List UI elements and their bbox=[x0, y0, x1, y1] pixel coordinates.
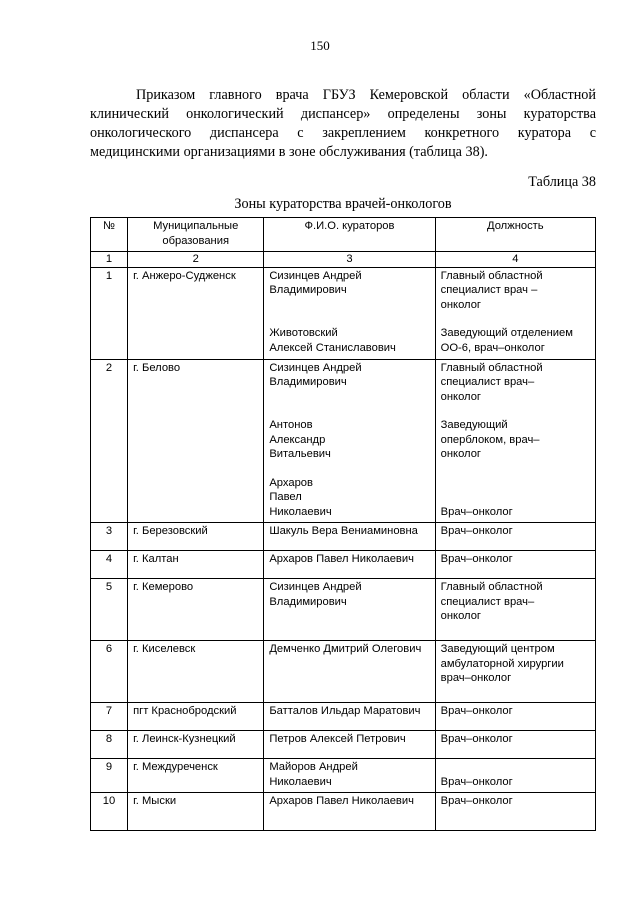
column-number: 2 bbox=[128, 252, 264, 268]
curator-name-line: Сизинцев Андрей bbox=[269, 361, 362, 374]
position-line: Главный областной bbox=[440, 361, 543, 374]
position-line: оперблоком, врач– bbox=[440, 433, 540, 446]
curator-name-line: Архаров Павел Николаевич bbox=[269, 795, 414, 807]
entry-gap bbox=[441, 404, 590, 418]
position-cell bbox=[435, 359, 595, 523]
intro-paragraph: Приказом главного врача ГБУЗ Кемеровской области «Областной клинический онкологический диспансер» определены зоны кураторства онкологического диспансера с закреплением конкретного куратора с медицинскими организациями в зоне обслуживания (таблица 38). bbox=[90, 87, 596, 160]
position-line bbox=[441, 490, 590, 505]
entry-gap bbox=[269, 462, 429, 476]
position-cell bbox=[435, 641, 595, 703]
curator-name-line bbox=[269, 609, 429, 624]
position-line: Заведующий центром bbox=[440, 643, 555, 655]
municipality-cell: г. Анжеро-Судженск bbox=[128, 267, 264, 359]
table-row bbox=[91, 579, 596, 641]
curator-name-line bbox=[269, 657, 429, 672]
curator-name-line: Николаевич bbox=[269, 775, 332, 788]
position-line: Главный областной bbox=[440, 581, 543, 593]
table-row bbox=[91, 641, 596, 703]
entry-gap bbox=[269, 312, 429, 326]
curator-name-line: Батталов Ильдар Маратович bbox=[269, 705, 421, 717]
position-line: Врач–онколог bbox=[440, 705, 513, 717]
curator-name-line: Животовский bbox=[269, 327, 338, 339]
curator-name-line: Алексей Станиславович bbox=[269, 341, 396, 354]
row-number: 5 bbox=[91, 579, 128, 641]
curator-cell bbox=[264, 579, 435, 641]
column-number: 4 bbox=[435, 252, 595, 268]
municipality-cell: г. Березовский bbox=[128, 523, 264, 551]
position-line: специалист врач– bbox=[440, 595, 535, 608]
position-line: ОО-6, врач–онколог bbox=[440, 341, 545, 354]
curator-name-line: Сизинцев Андрей bbox=[269, 581, 362, 593]
curator-name-line: Александр bbox=[269, 433, 326, 446]
position-cell bbox=[435, 579, 595, 641]
curator-cell bbox=[264, 731, 435, 759]
curator-cell bbox=[264, 267, 435, 359]
municipality-cell: г. Калтан bbox=[128, 551, 264, 579]
curator-name-line: Витальевич bbox=[269, 448, 331, 460]
row-number: 9 bbox=[91, 759, 128, 793]
position-cell bbox=[435, 551, 595, 579]
position-cell bbox=[435, 793, 595, 831]
table-row bbox=[91, 267, 596, 359]
curator-cell bbox=[264, 359, 435, 523]
row-number: 1 bbox=[91, 267, 128, 359]
municipality-cell: г. Междуреченск bbox=[128, 759, 264, 793]
position-cell bbox=[435, 759, 595, 793]
position-line: Врач–онколог bbox=[440, 795, 513, 807]
table-row bbox=[91, 793, 596, 831]
position-line: Врач–онколог bbox=[440, 525, 513, 537]
header-municipality: Муниципальные образования bbox=[128, 218, 264, 252]
position-line: онколог bbox=[440, 390, 482, 403]
curator-name-line bbox=[269, 671, 429, 686]
curator-cell bbox=[264, 641, 435, 703]
curator-cell bbox=[264, 793, 435, 831]
position-line: Заведующий bbox=[440, 419, 508, 431]
position-line: врач–онколог bbox=[440, 672, 512, 684]
curator-name-line: Майоров Андрей bbox=[269, 761, 358, 773]
position-line: Врач–онколог bbox=[440, 733, 513, 745]
curator-name-line: Архаров Павел Николаевич bbox=[269, 553, 414, 565]
municipality-cell: г. Белово bbox=[128, 359, 264, 523]
table-label: Таблица 38 bbox=[528, 174, 596, 190]
curator-name-line: Владимирович bbox=[269, 376, 347, 388]
header-curator-name: Ф.И.О. кураторов bbox=[264, 218, 435, 252]
municipality-cell: г. Леинск-Кузнецкий bbox=[128, 731, 264, 759]
position-line bbox=[441, 760, 590, 775]
curator-cell bbox=[264, 759, 435, 793]
curator-cell bbox=[264, 523, 435, 551]
curator-name-line: Петров Алексей Петрович bbox=[269, 733, 406, 745]
row-number: 8 bbox=[91, 731, 128, 759]
table-row bbox=[91, 359, 596, 523]
municipality-cell: г. Мыски bbox=[128, 793, 264, 831]
position-line: специалист врач– bbox=[440, 376, 535, 388]
position-line bbox=[441, 476, 590, 491]
entry-gap bbox=[441, 462, 590, 476]
row-number: 10 bbox=[91, 793, 128, 831]
row-number: 3 bbox=[91, 523, 128, 551]
position-cell bbox=[435, 523, 595, 551]
position-line: онколог bbox=[440, 298, 482, 311]
position-line: Врач–онколог bbox=[440, 775, 513, 788]
curator-name-line bbox=[269, 298, 429, 313]
position-line: специалист врач – bbox=[440, 284, 538, 296]
position-line: Врач–онколог bbox=[440, 505, 513, 518]
curator-name-line: Архаров bbox=[269, 476, 313, 489]
page-number: 150 bbox=[310, 38, 330, 53]
position-cell bbox=[435, 731, 595, 759]
position-line: Главный областной bbox=[440, 269, 543, 282]
entry-gap bbox=[269, 404, 429, 418]
table-row bbox=[91, 551, 596, 579]
municipality-cell: г. Киселевск bbox=[128, 641, 264, 703]
curator-name-line: Антонов bbox=[269, 419, 313, 431]
curator-name-line: Николаевич bbox=[269, 505, 332, 518]
municipality-cell: пгт Краснобродский bbox=[128, 703, 264, 731]
table-row bbox=[91, 731, 596, 759]
position-line: онколог bbox=[440, 610, 482, 622]
column-number-row bbox=[91, 252, 596, 268]
curator-name-line bbox=[269, 390, 429, 405]
curator-name-line: Демченко Дмитрий Олегович bbox=[269, 643, 422, 655]
row-number: 2 bbox=[91, 359, 128, 523]
position-line: онколог bbox=[440, 448, 482, 460]
table-title: Зоны кураторства врачей-онкологов bbox=[234, 196, 452, 212]
position-cell bbox=[435, 703, 595, 731]
row-number: 6 bbox=[91, 641, 128, 703]
curator-cell bbox=[264, 703, 435, 731]
table-header-row bbox=[91, 218, 596, 252]
row-number: 4 bbox=[91, 551, 128, 579]
table-body bbox=[91, 267, 596, 831]
curator-name-line: Владимирович bbox=[269, 595, 347, 608]
table-row bbox=[91, 523, 596, 551]
municipality-cell: г. Кемерово bbox=[128, 579, 264, 641]
header-number: № bbox=[91, 218, 128, 252]
row-number: 7 bbox=[91, 703, 128, 731]
curator-cell bbox=[264, 551, 435, 579]
curator-name-line: Владимирович bbox=[269, 284, 347, 296]
curator-name-line: Сизинцев Андрей bbox=[269, 269, 362, 282]
table-row bbox=[91, 759, 596, 793]
header-position: Должность bbox=[435, 218, 595, 252]
position-line: амбулаторной хирургии bbox=[440, 657, 564, 670]
column-number: 1 bbox=[91, 252, 128, 268]
curator-name-line: Шакуль Вера Вениаминовна bbox=[269, 525, 418, 537]
position-line: Заведующий отделением bbox=[440, 327, 573, 339]
position-line: Врач–онколог bbox=[440, 553, 513, 565]
table-row bbox=[91, 703, 596, 731]
curators-table bbox=[90, 217, 596, 831]
curator-name-line: Павел bbox=[269, 491, 302, 503]
column-number: 3 bbox=[264, 252, 435, 268]
entry-gap bbox=[441, 312, 590, 326]
position-cell bbox=[435, 267, 595, 359]
